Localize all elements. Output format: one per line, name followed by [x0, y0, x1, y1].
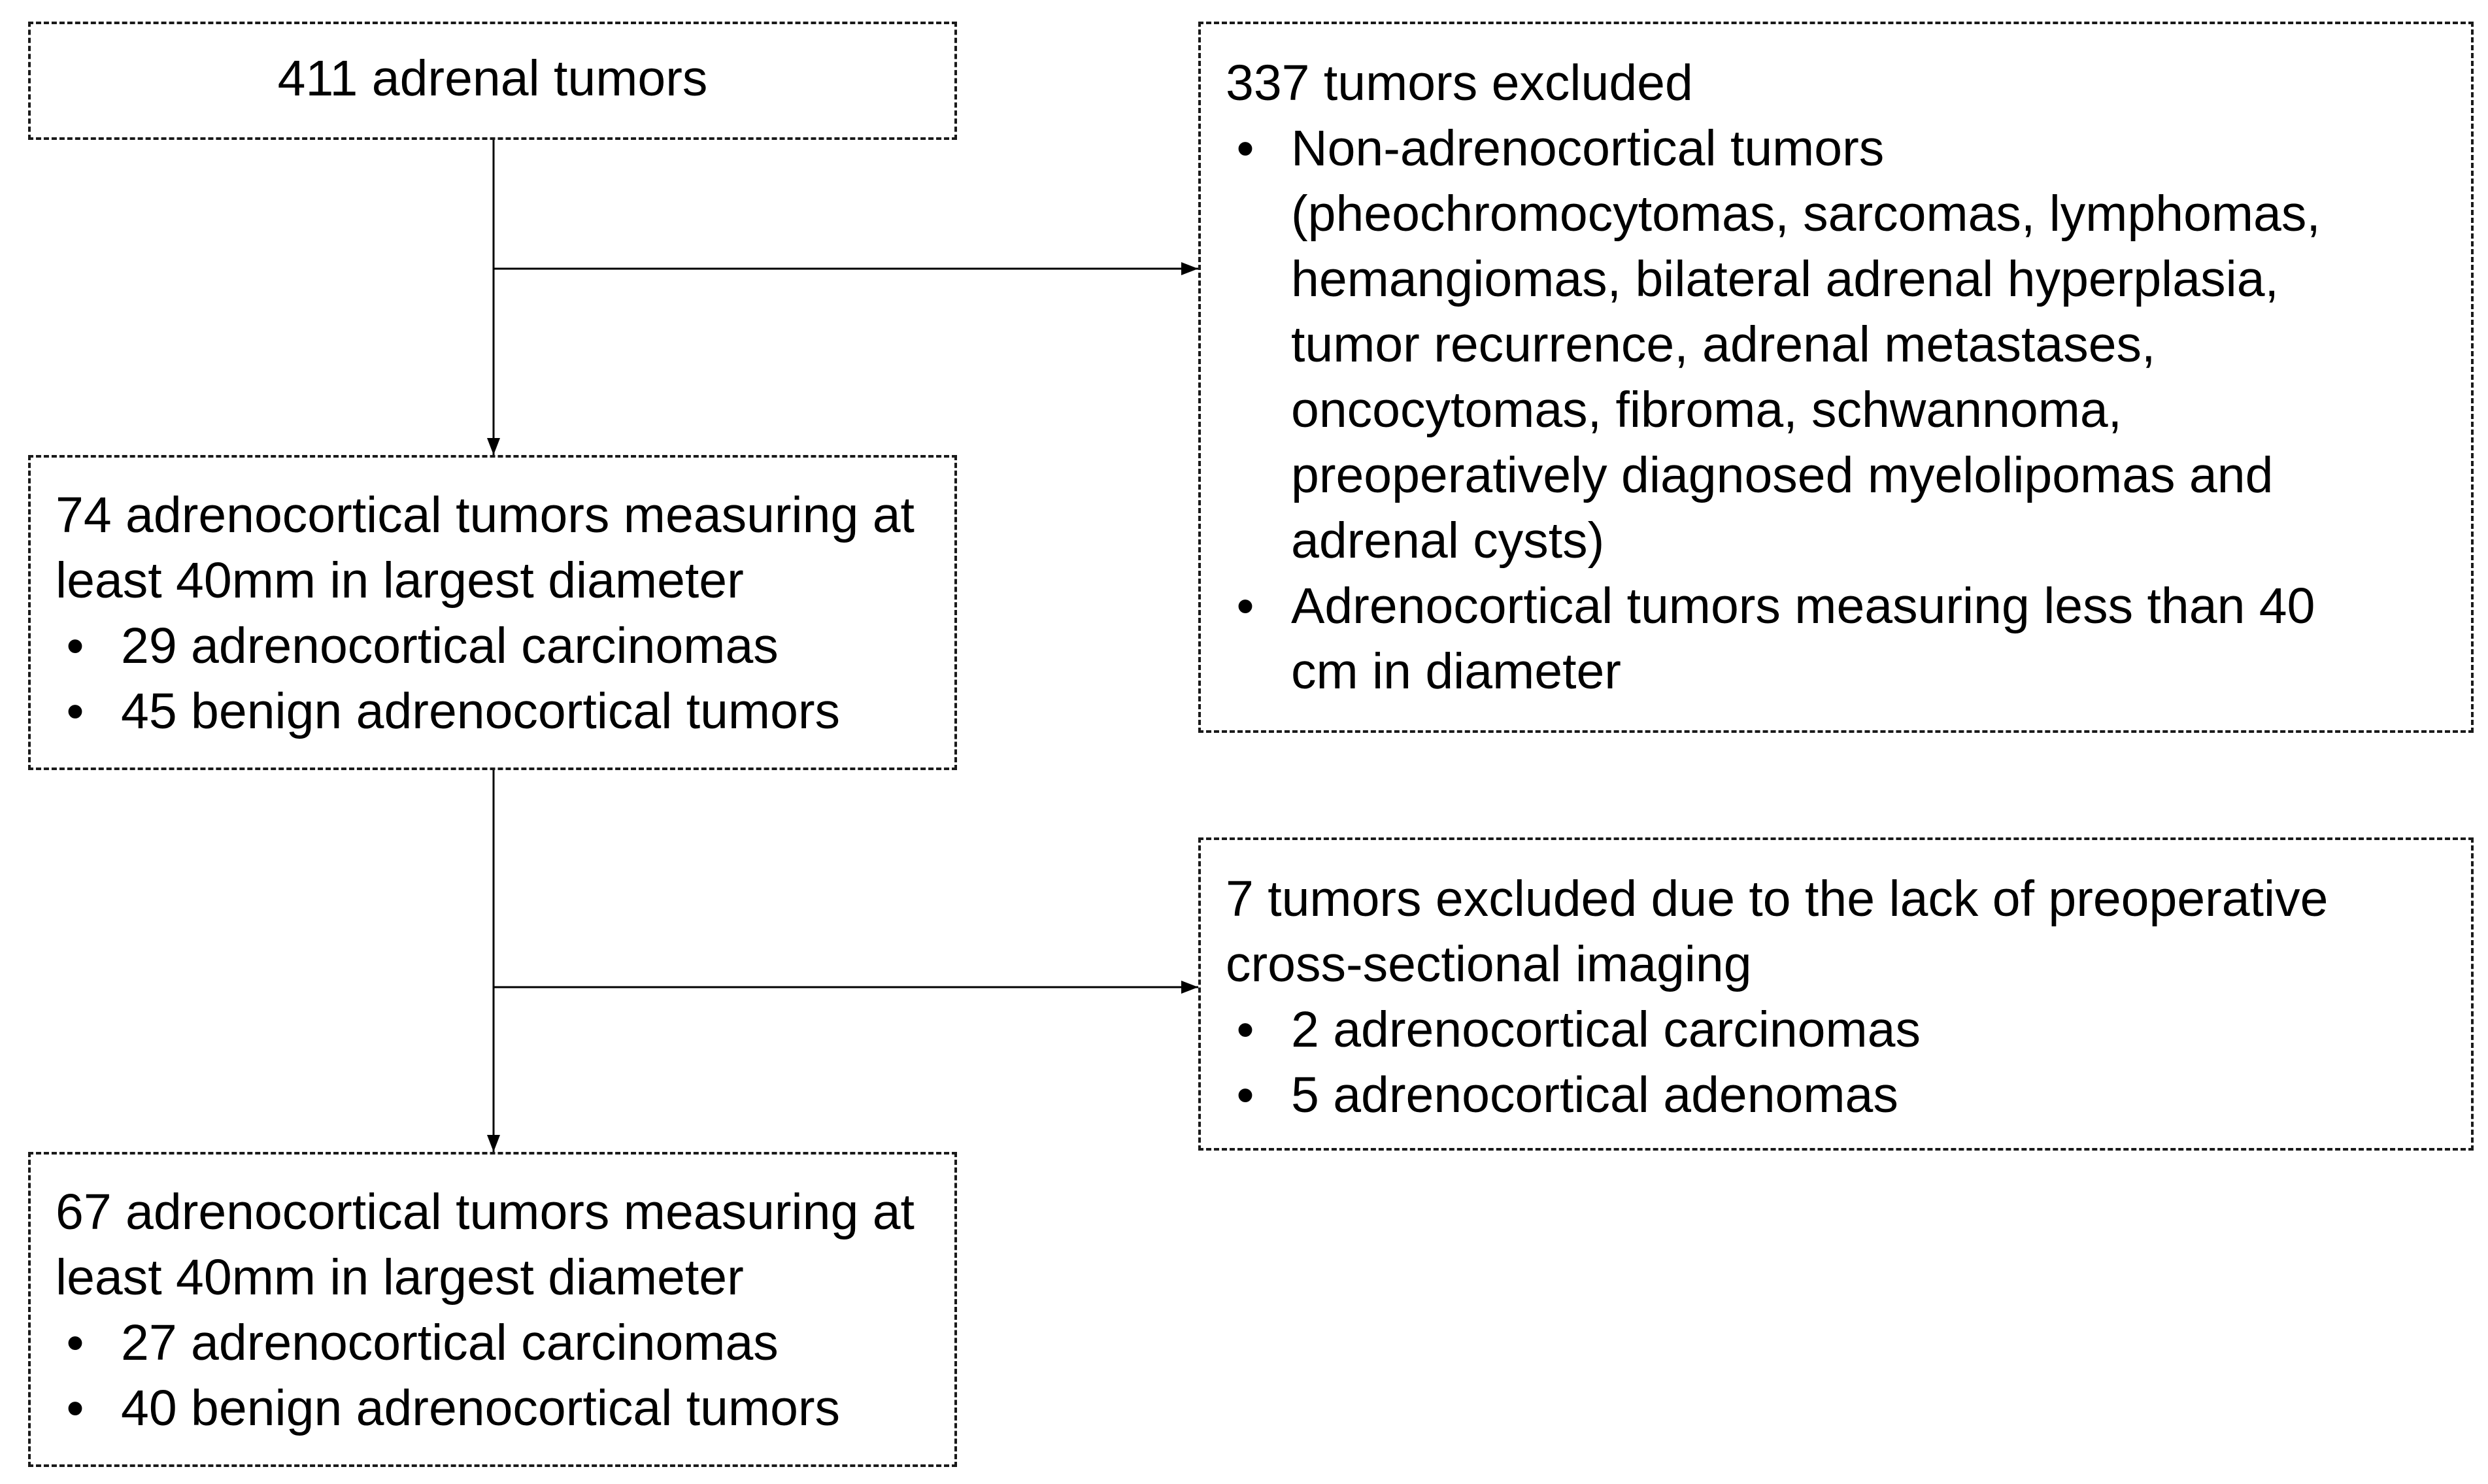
final-box-list: [56, 1310, 954, 1441]
bullet-icon: •: [1236, 1002, 1254, 1058]
middle-box-item: [56, 613, 954, 679]
final-box-item: [56, 1375, 954, 1441]
exclusion-1-item-text: Non-adrenocortical tumors (pheochromocytomas, sarcomas, lymphomas, hemangiomas, bilateral adrenal hyperplasia, tumor recurrence, adrenal metastases, oncocytomas, fibroma, schwannoma, preoperatively diagnosed myelolipomas and adrenal cysts): [1291, 120, 2321, 569]
start-box: [28, 22, 957, 140]
exclusion-2-list: [1226, 997, 2471, 1128]
exclusion-box-2: [1198, 837, 2474, 1151]
exclusion-2-title: 7 tumors excluded due to the lack of preoperative cross-sectional imaging: [1226, 871, 2328, 992]
middle-box: [28, 455, 957, 770]
final-box-item-text: 40 benign adrenocortical tumors: [121, 1380, 841, 1436]
bullet-icon: •: [66, 618, 84, 674]
exclusion-1-item: [1226, 116, 2471, 573]
bullet-icon: •: [1236, 120, 1254, 177]
exclusion-2-item-text: 5 adrenocortical adenomas: [1291, 1067, 1898, 1123]
exclusion-2-item: [1226, 1062, 2471, 1128]
exclusion-1-title: 337 tumors excluded: [1226, 55, 1693, 111]
bullet-icon: •: [66, 1315, 84, 1371]
bullet-icon: •: [1236, 578, 1254, 634]
exclusion-1-list: [1226, 116, 2471, 704]
exclusion-1-item: [1226, 573, 2471, 704]
middle-box-item-text: 45 benign adrenocortical tumors: [121, 683, 841, 739]
final-box: [28, 1152, 957, 1467]
middle-box-item-text: 29 adrenocortical carcinomas: [121, 618, 779, 674]
middle-box-item: [56, 679, 954, 744]
bullet-icon: •: [66, 1380, 84, 1436]
exclusion-2-item: [1226, 997, 2471, 1062]
final-box-item: [56, 1310, 954, 1375]
middle-box-list: [56, 613, 954, 744]
final-box-title: 67 adrenocortical tumors measuring at least 40mm in largest diameter: [56, 1184, 915, 1306]
exclusion-box-1: [1198, 22, 2474, 733]
exclusion-2-item-text: 2 adrenocortical carcinomas: [1291, 1002, 1921, 1058]
middle-box-title: 74 adrenocortical tumors measuring at least 40mm in largest diameter: [56, 487, 915, 609]
final-box-item-text: 27 adrenocortical carcinomas: [121, 1315, 779, 1371]
bullet-icon: •: [66, 683, 84, 739]
start-box-title: 411 adrenal tumors: [277, 50, 708, 107]
exclusion-1-item-text: Adrenocortical tumors measuring less than 40 cm in diameter: [1291, 578, 2315, 700]
bullet-icon: •: [1236, 1067, 1254, 1123]
